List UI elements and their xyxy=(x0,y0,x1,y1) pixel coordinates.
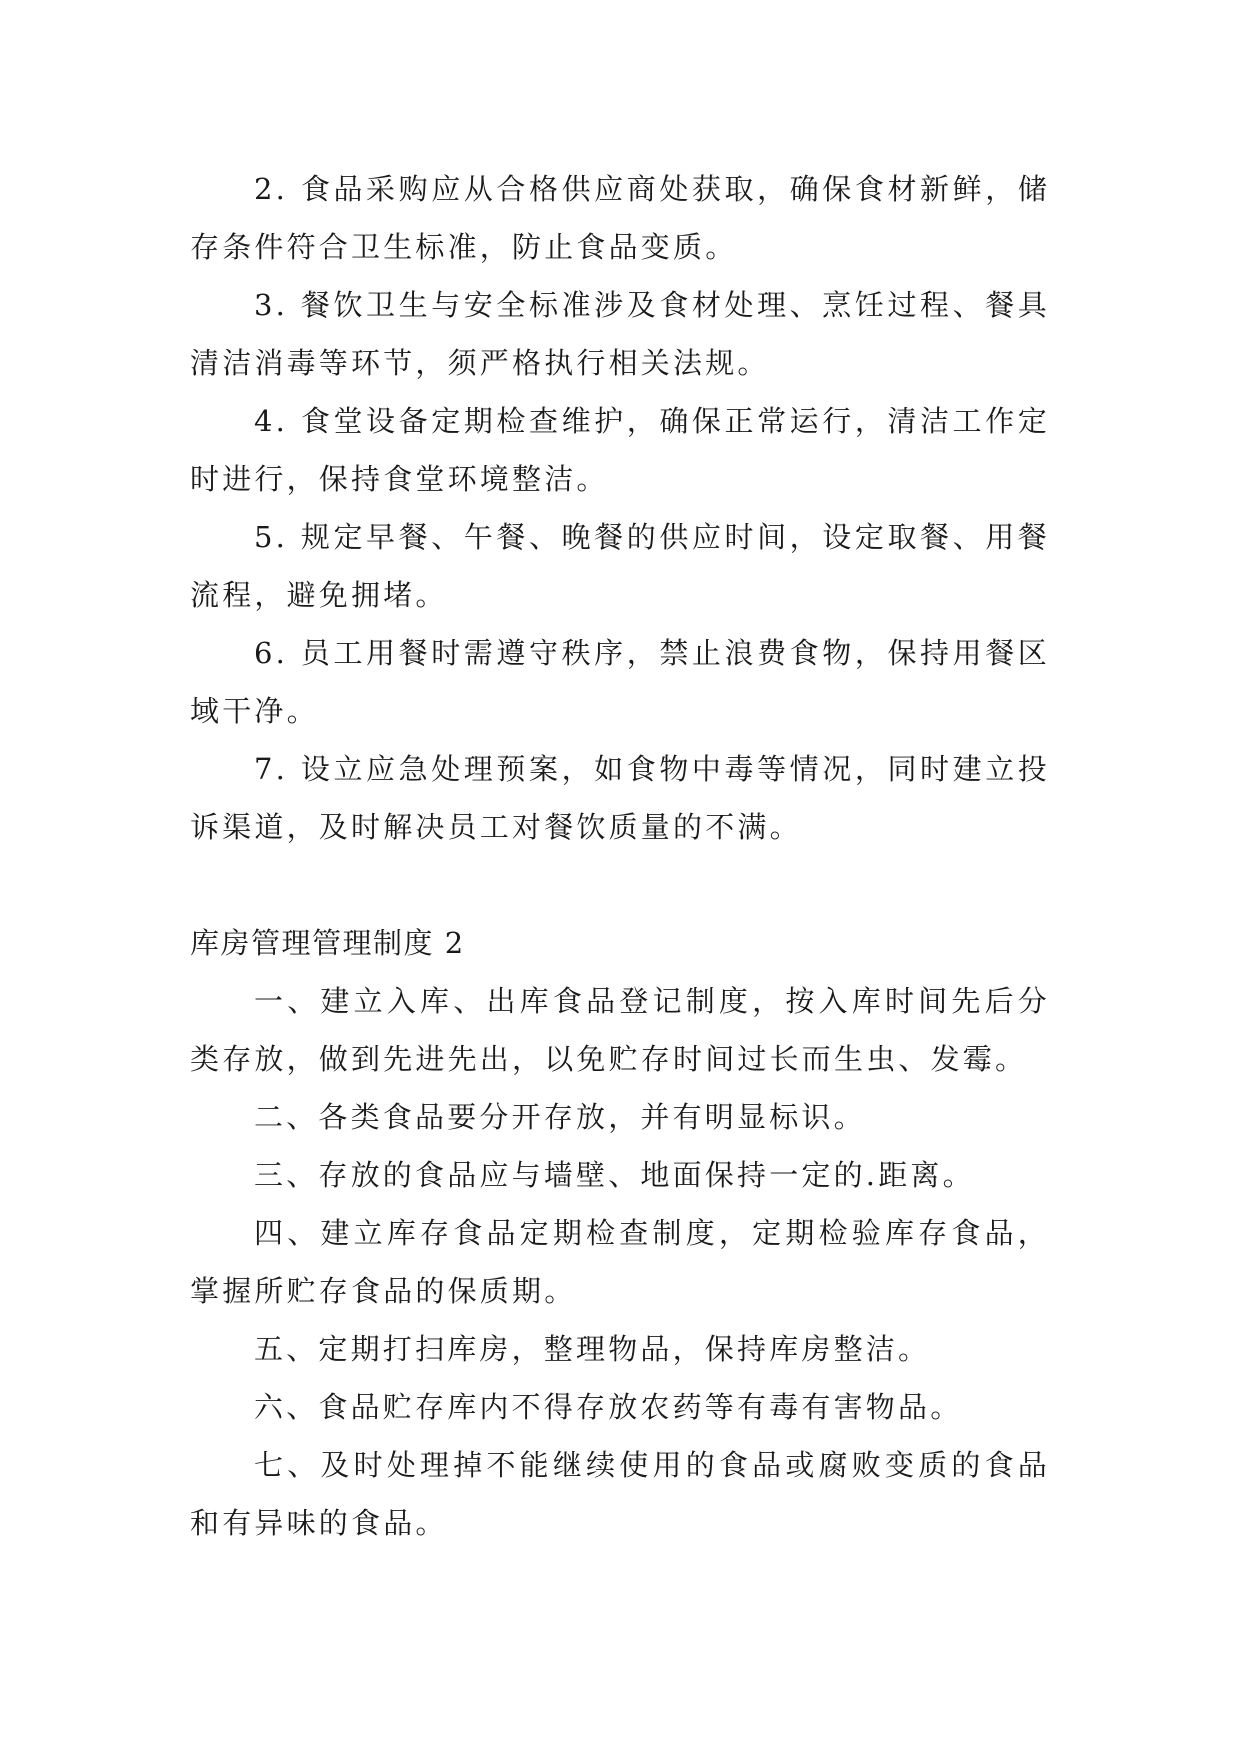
paragraph-item-5: 5. 规定早餐、午餐、晚餐的供应时间，设定取餐、用餐流程，避免拥堵。 xyxy=(190,520,1050,612)
rule-item-6: 六、食品贮存库内不得存放农药等有毒有害物品。 xyxy=(254,1390,963,1424)
paragraph-item-4: 4. 食堂设备定期检查维护，确保正常运行，清洁工作定时进行，保持食堂环境整洁。 xyxy=(190,404,1050,496)
paragraph-item-3: 3. 餐饮卫生与安全标准涉及食材处理、烹饪过程、餐具清洁消毒等环节，须严格执行相关法规。 xyxy=(190,288,1050,380)
rule-item-2: 二、各类食品要分开存放，并有明显标识。 xyxy=(254,1100,866,1134)
rule-item-3: 三、存放的食品应与墙壁、地面保持一定的.距离。 xyxy=(254,1158,975,1192)
rule-item-1: 一、建立入库、出库食品登记制度，按入库时间先后分类存放，做到先进先出，以免贮存时间过长而生虫、发霉。 xyxy=(190,984,1050,1076)
warehouse-rules-section xyxy=(190,914,1050,1552)
section-title: 库房管理管理制度 2 xyxy=(190,926,465,960)
rule-item-4: 四、建立库存食品定期检查制度，定期检验库存食品，掌握所贮存食品的保质期。 xyxy=(190,1216,1050,1308)
document-page xyxy=(190,160,1050,1552)
paragraph-item-6: 6. 员工用餐时需遵守秩序，禁止浪费食物，保持用餐区域干净。 xyxy=(190,636,1050,728)
canteen-rules-section xyxy=(190,160,1050,856)
rule-item-5: 五、定期打扫库房，整理物品，保持库房整洁。 xyxy=(254,1332,931,1366)
paragraph-item-7: 7. 设立应急处理预案，如食物中毒等情况，同时建立投诉渠道，及时解决员工对餐饮质量的不满。 xyxy=(190,752,1050,844)
rule-item-7: 七、及时处理掉不能继续使用的食品或腐败变质的食品和有异味的食品。 xyxy=(190,1448,1050,1540)
paragraph-item-2: 2. 食品采购应从合格供应商处获取，确保食材新鲜，储存条件符合卫生标准，防止食品变质。 xyxy=(190,172,1050,264)
